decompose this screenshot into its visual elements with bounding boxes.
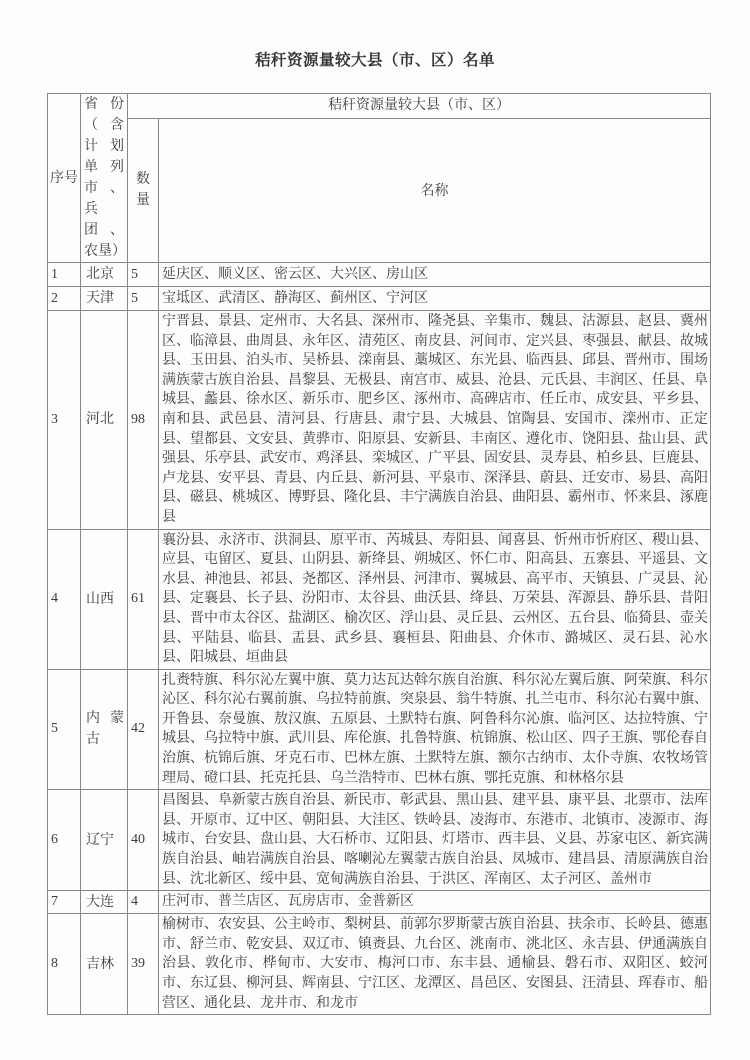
table-row-shanxi [48,529,711,669]
serial-cell: 1 [48,263,81,287]
names-cell: 庄河市、普兰店区、瓦房店市、金普新区 [159,891,711,914]
serial-cell: 3 [48,311,81,530]
province-cell: 北京 [81,263,128,287]
table-row-liaoning [48,790,711,891]
province-cell: 吉林 [81,914,128,1015]
table-row-jilin [48,914,711,1015]
names-cell: 扎赉特旗、科尔沁左翼中旗、莫力达瓦达斡尔族自治旗、科尔沁左翼后旗、阿荣旗、科尔沁区、科尔沁右翼前旗、乌拉特前旗、突泉县、翁牛特旗、扎兰屯市、科尔沁右翼中旗、开鲁县、奈曼旗、敖汉旗、五原县、土默特右旗、阿鲁科尔沁旗、临河区、达拉特旗、宁城县、乌拉特中旗、武川县、库伦旗、扎鲁特旗、杭锦旗、松山区、四子王旗、鄂伦春自治旗、杭锦后旗、牙克石市、巴林左旗、土默特左旗、额尔古纳市、太仆寺旗、农牧场管理局、磴口县、托克托县、乌兰浩特市、巴林右旗、鄂托克旗、和林格尔县 [159,669,711,790]
quantity-cell: 5 [128,287,159,311]
quantity-cell: 42 [128,669,159,790]
header-province: 省份（含计划单列市、兵团、农垦） [81,94,128,263]
table-row-neimenggu [48,669,711,790]
province-cell: 天津 [81,287,128,311]
document-title: 秸秆资源量较大县（市、区）名单 [254,52,495,69]
province-cell: 大连 [81,891,128,914]
table-row-beijing [48,263,711,287]
province-cell: 山西 [81,529,128,669]
province-cell: 内蒙古 [81,669,128,790]
quantity-cell: 5 [128,263,159,287]
table-header-row-top [48,94,711,119]
names-cell: 榆树市、农安县、公主岭市、梨树县、前郭尔罗斯蒙古族自治县、扶余市、长岭县、德惠市、舒兰市、乾安县、双辽市、镇赉县、九台区、洮南市、洮北区、永吉县、伊通满族自治县、敦化市、桦甸市、大安市、梅河口市、东丰县、通榆县、磐石市、双阳区、蛟河市、东辽县、柳河县、辉南县、宁江区、龙潭区、昌邑区、安图县、汪清县、珲春市、船营区、通化县、龙井市、和龙市 [159,914,711,1015]
names-cell: 昌图县、阜新蒙古族自治县、新民市、彰武县、黑山县、建平县、康平县、北票市、法库县、开原市、辽中区、朝阳县、大洼区、铁岭县、凌海市、东港市、北镇市、凌源市、海城市、台安县、盘山县、大石桥市、辽阳县、灯塔市、西丰县、义县、苏家屯区、新宾满族自治县、岫岩满族自治县、喀喇沁左翼蒙古族自治县、凤城市、建昌县、清原满族自治县、沈北新区、绥中县、宽甸满族自治县、于洪区、浑南区、太子河区、盖州市 [159,790,711,891]
header-names: 名称 [159,118,711,262]
header-group: 秸秆资源量较大县（市、区） [128,94,711,119]
quantity-cell: 40 [128,790,159,891]
header-quantity: 数量 [128,118,159,262]
names-cell: 延庆区、顺义区、密云区、大兴区、房山区 [159,263,711,287]
serial-cell: 5 [48,669,81,790]
quantity-cell: 39 [128,914,159,1015]
table-row-hebei [48,311,711,530]
province-cell: 辽宁 [81,790,128,891]
serial-cell: 6 [48,790,81,891]
quantity-cell: 98 [128,311,159,530]
names-cell: 宝坻区、武清区、静海区、蓟州区、宁河区 [159,287,711,311]
quantity-cell: 4 [128,891,159,914]
header-serial: 序号 [48,94,81,263]
table-row-tianjin [48,287,711,311]
serial-cell: 8 [48,914,81,1015]
province-cell: 河北 [81,311,128,530]
serial-cell: 4 [48,529,81,669]
serial-cell: 7 [48,891,81,914]
quantity-cell: 61 [128,529,159,669]
straw-resource-table [47,93,711,1015]
names-cell: 襄汾县、永济市、洪洞县、原平市、芮城县、寿阳县、闻喜县、忻州市忻府区、稷山县、应县、屯留区、夏县、山阴县、新绛县、朔城区、怀仁市、阳高县、五寨县、平遥县、文水县、神池县、祁县、尧都区、泽州县、河津市、翼城县、高平市、天镇县、广灵县、沁县、定襄县、长子县、汾阳市、太谷县、曲沃县、绛县、万荣县、浑源县、静乐县、昔阳县、晋中市太谷区、盐湖区、榆次区、浮山县、灵丘县、云州区、五台县、临猗县、壶关县、平陆县、临县、盂县、武乡县、襄桓县、阳曲县、介休市、潞城区、灵石县、沁水县、阳城县、垣曲县 [159,529,711,669]
serial-cell: 2 [48,287,81,311]
table-header-row-sub [48,118,711,262]
names-cell: 宁晋县、景县、定州市、大名县、深州市、隆尧县、辛集市、魏县、沽源县、赵县、冀州区、临漳县、曲周县、永年区、清苑区、南皮县、河间市、定兴县、枣强县、献县、故城县、玉田县、泊头市、吴桥县、滦南县、藁城区、东光县、临西县、邱县、晋州市、围场满族蒙古族自治县、昌黎县、无极县、南宫市、威县、沧县、元氏县、丰润区、任县、阜城县、蠡县、徐水区、新乐市、肥乡区、涿州市、高碑店市、任丘市、成安县、平乡县、南和县、武邑县、清河县、行唐县、肃宁县、大城县、馆陶县、安国市、滦州市、正定县、望都县、文安县、黄骅市、阳原县、安新县、丰南区、遵化市、饶阳县、盐山县、武强县、乐亭县、武安市、鸡泽县、栾城区、广平县、固安县、灵寿县、柏乡县、巨鹿县、卢龙县、安平县、青县、内丘县、新河县、平泉市、深泽县、蔚县、迁安市、易县、高阳县、磁县、桃城区、博野县、隆化县、丰宁满族自治县、曲阳县、霸州市、怀来县、涿鹿县 [159,311,711,530]
table-row-dalian [48,891,711,914]
